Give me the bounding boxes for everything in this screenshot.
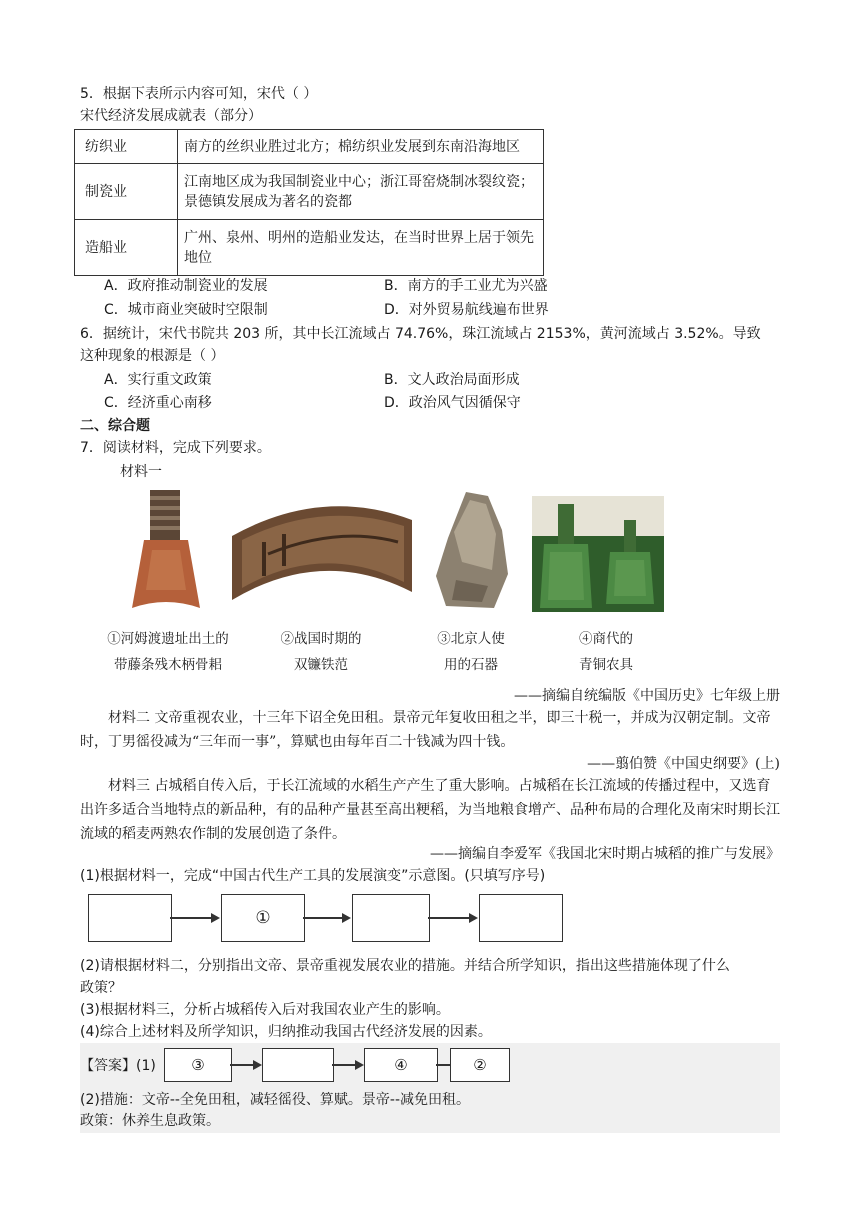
caption-line: 双镰铁范: [294, 657, 348, 673]
table-row: [75, 220, 544, 276]
q6-stem-line1: 6．据统计，宋代书院共 203 所，其中长江流域占 74.76%，珠江流域占 2153%，黄河流域占 3.52%。导致: [80, 326, 761, 342]
q5-option-d[interactable]: D．对外贸易航线遍布世界: [384, 302, 549, 318]
q6-stem-line2: 这种现象的根源是（ ）: [80, 348, 225, 364]
sub-question-2-line2: 政策？: [80, 980, 122, 996]
table-cell-value: 江南地区成为我国制瓷业中心；浙江哥窑烧制冰裂纹瓷；景德镇发展成为著名的瓷都: [178, 164, 544, 220]
source-2: ——翦伯赞《中国史纲要》(上): [587, 756, 780, 772]
caption-3: [416, 626, 526, 678]
caption-2: [256, 626, 386, 678]
sub-question-2-line1: (2)请根据材料二，分别指出文帝、景帝重视发展农业的措施。并结合所学知识，指出这些措施体现了什么: [80, 958, 730, 974]
caption-line: ④商代的: [579, 631, 633, 647]
arrow-icon: [428, 917, 470, 919]
arrowhead-icon: [355, 1060, 364, 1070]
achievement-table: [74, 129, 544, 276]
arrow-icon: [230, 1064, 254, 1066]
iron-mould-image: [228, 496, 416, 602]
table-cell-value: 广州、泉州、明州的造船业发达，在当时世界上居于领先地位: [178, 220, 544, 276]
sub-question-3: (3)根据材料三，分析占城稻传入后对我国农业产生的影响。: [80, 1002, 450, 1018]
caption-4: [546, 626, 666, 678]
bronze-tools-image: [532, 496, 664, 612]
arrowhead-icon: [253, 1060, 262, 1070]
q5-option-c[interactable]: C．城市商业突破时空限制: [104, 302, 268, 318]
answer-label: 【答案】(1): [80, 1058, 156, 1074]
answer-line-2: (2)措施：文帝--全免田租，减轻徭役、算赋。景帝--减免田租。: [80, 1092, 471, 1108]
arrowhead-icon: [342, 913, 351, 923]
table-cell-key: 纺织业: [75, 130, 178, 164]
q7-stem: 7．阅读材料，完成下列要求。: [80, 440, 271, 456]
answer-box-1: ③: [164, 1048, 232, 1082]
caption-line: ②战国时期的: [280, 631, 362, 647]
arrow-icon: [332, 1064, 356, 1066]
q6-option-c[interactable]: C．经济重心南移: [104, 395, 212, 411]
caption-line: 青铜农具: [579, 657, 633, 673]
q6-option-b[interactable]: B．文人政治局面形成: [384, 372, 520, 388]
caption-1: [80, 626, 256, 678]
q6-option-a[interactable]: A．实行重文政策: [104, 372, 212, 388]
bone-spade-image: [128, 490, 204, 614]
table-cell-key: 制瓷业: [75, 164, 178, 220]
q5-option-b[interactable]: B．南方的手工业尤为兴盛: [384, 278, 548, 294]
sub-question-4: (4)综合上述材料及所学知识，归纳推动我国古代经济发展的因素。: [80, 1024, 492, 1040]
arrowhead-icon: [211, 913, 220, 923]
material1-label: 材料一: [120, 464, 162, 480]
q5-option-a[interactable]: A．政府推动制瓷业的发展: [104, 278, 268, 294]
flow-box-4[interactable]: [479, 894, 563, 942]
table-cell-key: 造船业: [75, 220, 178, 276]
sub-question-1: (1)根据材料一，完成“中国古代生产工具的发展演变”示意图。(只填写序号): [80, 868, 546, 884]
answer-box-3: ④: [364, 1048, 438, 1082]
table-row: [75, 130, 544, 164]
caption-line: 带藤条残木柄骨耜: [114, 657, 222, 673]
section-heading: 二、综合题: [80, 418, 150, 434]
caption-line: ③北京人使: [437, 631, 505, 647]
q5-stem: 5．根据下表所示内容可知，宋代（ ）: [80, 86, 318, 102]
flow-box-2[interactable]: ①: [221, 894, 305, 942]
answer-line-3: 政策：休养生息政策。: [80, 1113, 220, 1129]
answer-box-2: [262, 1048, 334, 1082]
caption-line: 用的石器: [444, 657, 498, 673]
arrowhead-icon: [469, 913, 478, 923]
flow-box-1[interactable]: [88, 894, 172, 942]
table-row: [75, 164, 544, 220]
q5-table-title: 宋代经济发展成就表（部分）: [80, 108, 262, 124]
caption-line: ①河姆渡遗址出土的: [107, 631, 229, 647]
q6-option-d[interactable]: D．政治风气因循保守: [384, 395, 521, 411]
stone-tool-image: [432, 490, 514, 612]
answer-box-4: ②: [450, 1048, 510, 1082]
material-2: 材料二 文帝重视农业，十三年下诏全免田租。景帝元年复收田租之半，即三十税一，并成为汉朝定制。文帝时，丁男徭役减为“三年而一事”，算赋也由每年百二十钱减为四十钱。: [80, 710, 771, 750]
material-3: 材料三 占城稻自传入后，于长江流域的水稻生产产生了重大影响。占城稻在长江流域的传播过程中，又选育出许多适合当地特点的新品种，有的品种产量甚至高出粳稻，为当地粮食增产、品种布局的合理化及南宋时期长江流域的稻麦两熟农作制的发展创造了条件。: [80, 778, 780, 842]
source-1: ——摘编自统编版《中国历史》七年级上册: [514, 688, 780, 704]
arrow-icon: [170, 917, 212, 919]
source-3: ——摘编自李爱军《我国北宋时期占城稻的推广与发展》: [430, 846, 780, 862]
flow-box-3[interactable]: [352, 894, 430, 942]
arrow-icon: [303, 917, 343, 919]
table-cell-value: 南方的丝织业胜过北方；棉纺织业发展到东南沿海地区: [178, 130, 544, 164]
